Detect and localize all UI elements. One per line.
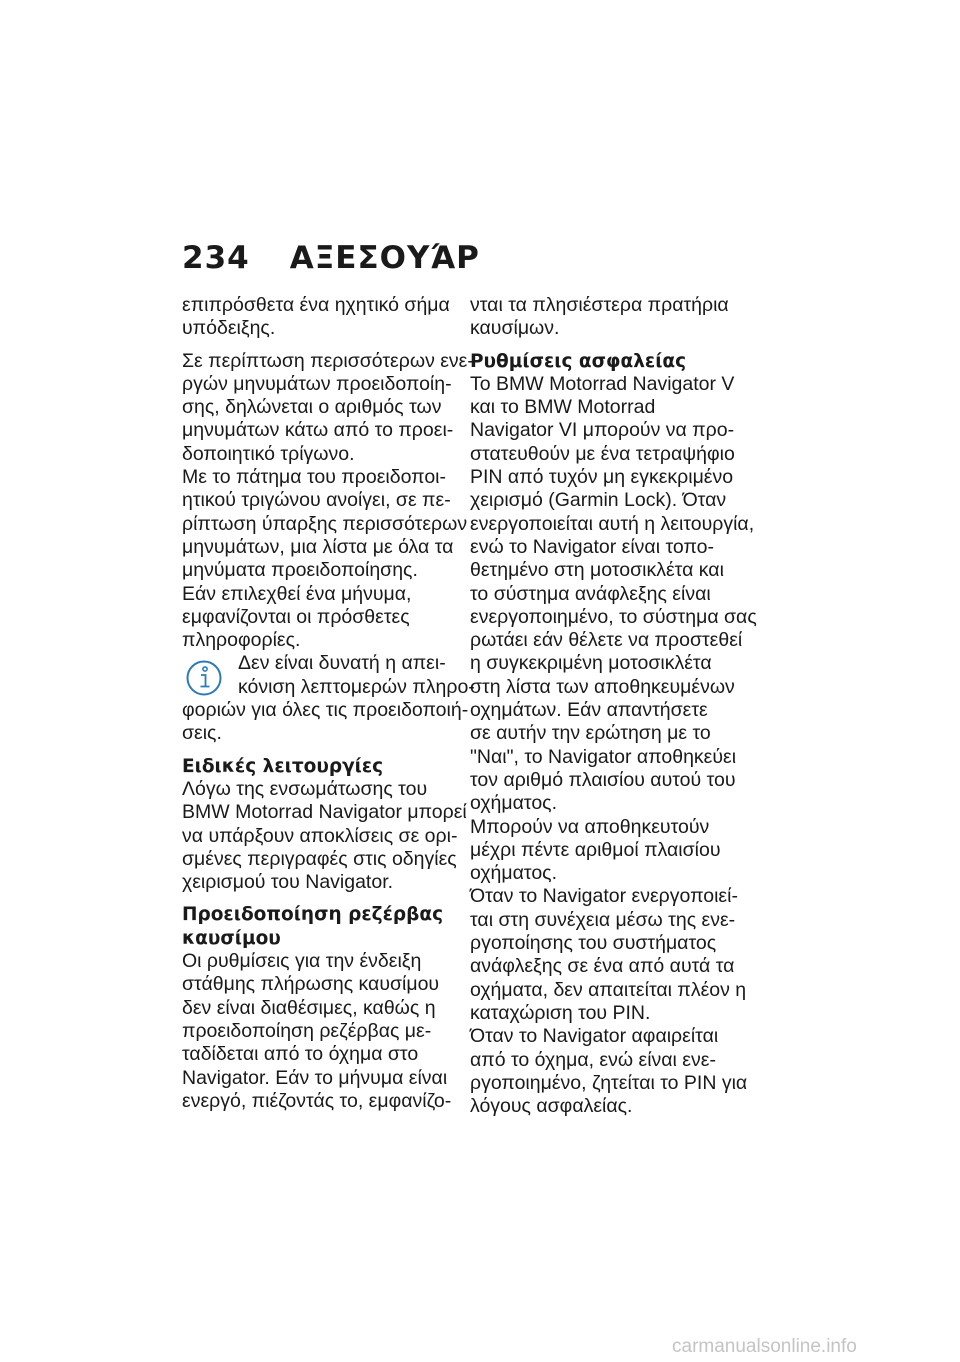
text-line: ρωτάει εάν θέλετε να προστεθεί (470, 629, 743, 652)
paragraph (182, 349, 474, 653)
text-line: στάθμης πλήρωσης καυσίμου (182, 973, 440, 996)
section-heading: Προειδοποίηση ρεζέρβας (182, 904, 444, 926)
text-line: BMW Motorrad Navigator μπορεί (182, 801, 467, 824)
text-line: χειρισμού του Navigator. (182, 871, 394, 894)
paragraph (182, 950, 452, 1113)
text-line: Με το πάτημα του προειδοποι- (182, 466, 447, 489)
text-line: σεις. (182, 722, 222, 745)
text-line: Το BMW Motorrad Navigator V (470, 372, 735, 395)
text-line: Navigator. Εάν το μήνυμα είναι (182, 1066, 448, 1089)
text-line: Μπορούν να αποθηκευτούν (470, 815, 710, 838)
chapter-title: ΑΞΕΣΟΥΆΡ (289, 240, 480, 276)
text-line: σε αυτήν την ερώτηση με το (470, 722, 711, 745)
text-line: PIN από τυχόν μη εγκεκριμένο (470, 466, 734, 489)
text-line: σμένες περιγραφές στις οδηγίες (182, 847, 457, 870)
text-line: φοριών για όλες τις προειδοποιή- (182, 699, 469, 722)
text-line: στη λίστα των αποθηκευμένων (470, 675, 735, 698)
text-line: το σύστημα ανάφλεξης είναι (470, 582, 711, 605)
text-line: μηνυμάτων κάτω από το προει- (182, 419, 454, 442)
text-line: ητικού τριγώνου ανοίγει, σε πε- (182, 489, 451, 512)
text-line: ρίπτωση ύπαρξης περισσότερων (182, 512, 468, 535)
text-line: Navigator VI μπορούν να προ- (470, 419, 735, 442)
text-line: Σε περίπτωση περισσότερων ενε- (182, 349, 474, 372)
section-heading: Ρυθμίσεις ασφαλείας (470, 350, 687, 372)
text-line: ταδίδεται από το όχημα στο (182, 1043, 419, 1066)
text-line: Όταν το Navigator ενεργοποιεί- (470, 885, 738, 908)
text-line: Δεν είναι δυνατή η απει- (238, 652, 446, 675)
text-line: να υπάρξουν αποκλίσεις σε ορι- (182, 824, 458, 847)
text-line: μηνύματα προειδοποίησης. (182, 559, 418, 582)
text-line: μηνυμάτων, μια λίστα με όλα τα (182, 535, 454, 558)
text-line: μέχρι πέντε αριθμοί πλαισίου (470, 838, 721, 861)
text-line: ανάφλεξης σε ένα από αυτά τα (470, 955, 735, 978)
text-line: ργών μηνυμάτων προειδοποίη- (182, 372, 452, 395)
text-line: ενώ το Navigator είναι τοπο- (470, 535, 714, 558)
page-number: 234 (182, 240, 250, 276)
paragraph (182, 294, 452, 341)
paragraph (470, 294, 745, 341)
text-line: πληροφορίες. (182, 629, 301, 652)
text-line: Όταν το Navigator αφαιρείται (470, 1025, 719, 1048)
text-line: επιπρόσθετα ένα ηχητικό σήμα (182, 294, 450, 316)
text-line: οχημάτων. Εάν απαντήσετε (470, 699, 708, 722)
text-line: εμφανίζονται οι πρόσθετες (182, 605, 410, 628)
text-line: ενεργοποιημένο, το σύστημα σας (470, 605, 757, 628)
section-heading: Ειδικές λειτουργίες (182, 755, 384, 777)
text-line: από το όχημα, ενώ είναι ενε- (470, 1048, 716, 1071)
text-line: καυσίμων. (470, 317, 560, 340)
text-line: οχήματος. (470, 862, 557, 885)
text-line: δοποιητικό τρίγωνο. (182, 442, 355, 465)
text-line: θετημένο στη μοτοσικλέτα και (470, 559, 724, 582)
text-line: δεν είναι διαθέσιμες, καθώς η (182, 996, 436, 1019)
text-line: τον αριθμό πλαισίου αυτού του (470, 768, 736, 791)
info-note (182, 652, 475, 745)
text-line: ενεργοποιείται αυτή η λειτουργία, (470, 512, 755, 535)
text-line: "Ναι", το Navigator αποθηκεύει (470, 745, 737, 768)
text-line: ενεργό, πιέζοντάς το, εμφανίζο- (182, 1089, 452, 1112)
info-icon (184, 658, 224, 698)
text-line: χειρισμό (Garmin Lock). Όταν (470, 489, 727, 512)
text-line: Εάν επιλεχθεί ένα μήνυμα, (182, 582, 412, 605)
paragraph (470, 372, 757, 1119)
watermark: carmanualsonline.info (672, 1336, 857, 1357)
text-line: υπόδειξης. (182, 317, 276, 340)
text-line: στατευθούν με ένα τετραψήφιο (470, 442, 735, 465)
text-line: ργοποιημένο, ζητείται το PIN για (470, 1071, 748, 1094)
text-line: κόνιση λεπτομερών πληρο- (238, 675, 475, 698)
text-line: και το BMW Motorrad (470, 396, 656, 419)
right-column (470, 294, 757, 1118)
section-heading: καυσίμου (182, 927, 281, 949)
left-column (182, 294, 475, 1113)
text-line: Λόγω της ενσωμάτωσης του (182, 777, 428, 800)
text-line: λόγους ασφαλείας. (470, 1095, 633, 1118)
text-line: οχήματος. (470, 792, 557, 815)
text-line: νται τα πλησιέστερα πρατήρια (470, 294, 729, 316)
text-line: οχήματα, δεν απαιτείται πλέον η (470, 978, 747, 1001)
page-header (182, 240, 480, 276)
text-line: Οι ρυθμίσεις για την ένδειξη (182, 950, 422, 973)
text-line: καταχώριση του PIN. (470, 1001, 651, 1024)
paragraph (182, 777, 467, 894)
text-line: ργοποίησης του συστήματος (470, 932, 717, 955)
text-line: προειδοποίηση ρεζέρβας με- (182, 1019, 432, 1042)
text-line: ται στη συνέχεια μέσω της ενε- (470, 908, 736, 931)
text-line: σης, δηλώνεται ο αριθμός των (182, 396, 442, 419)
text-line: η συγκεκριμένη μοτοσικλέτα (470, 652, 712, 675)
